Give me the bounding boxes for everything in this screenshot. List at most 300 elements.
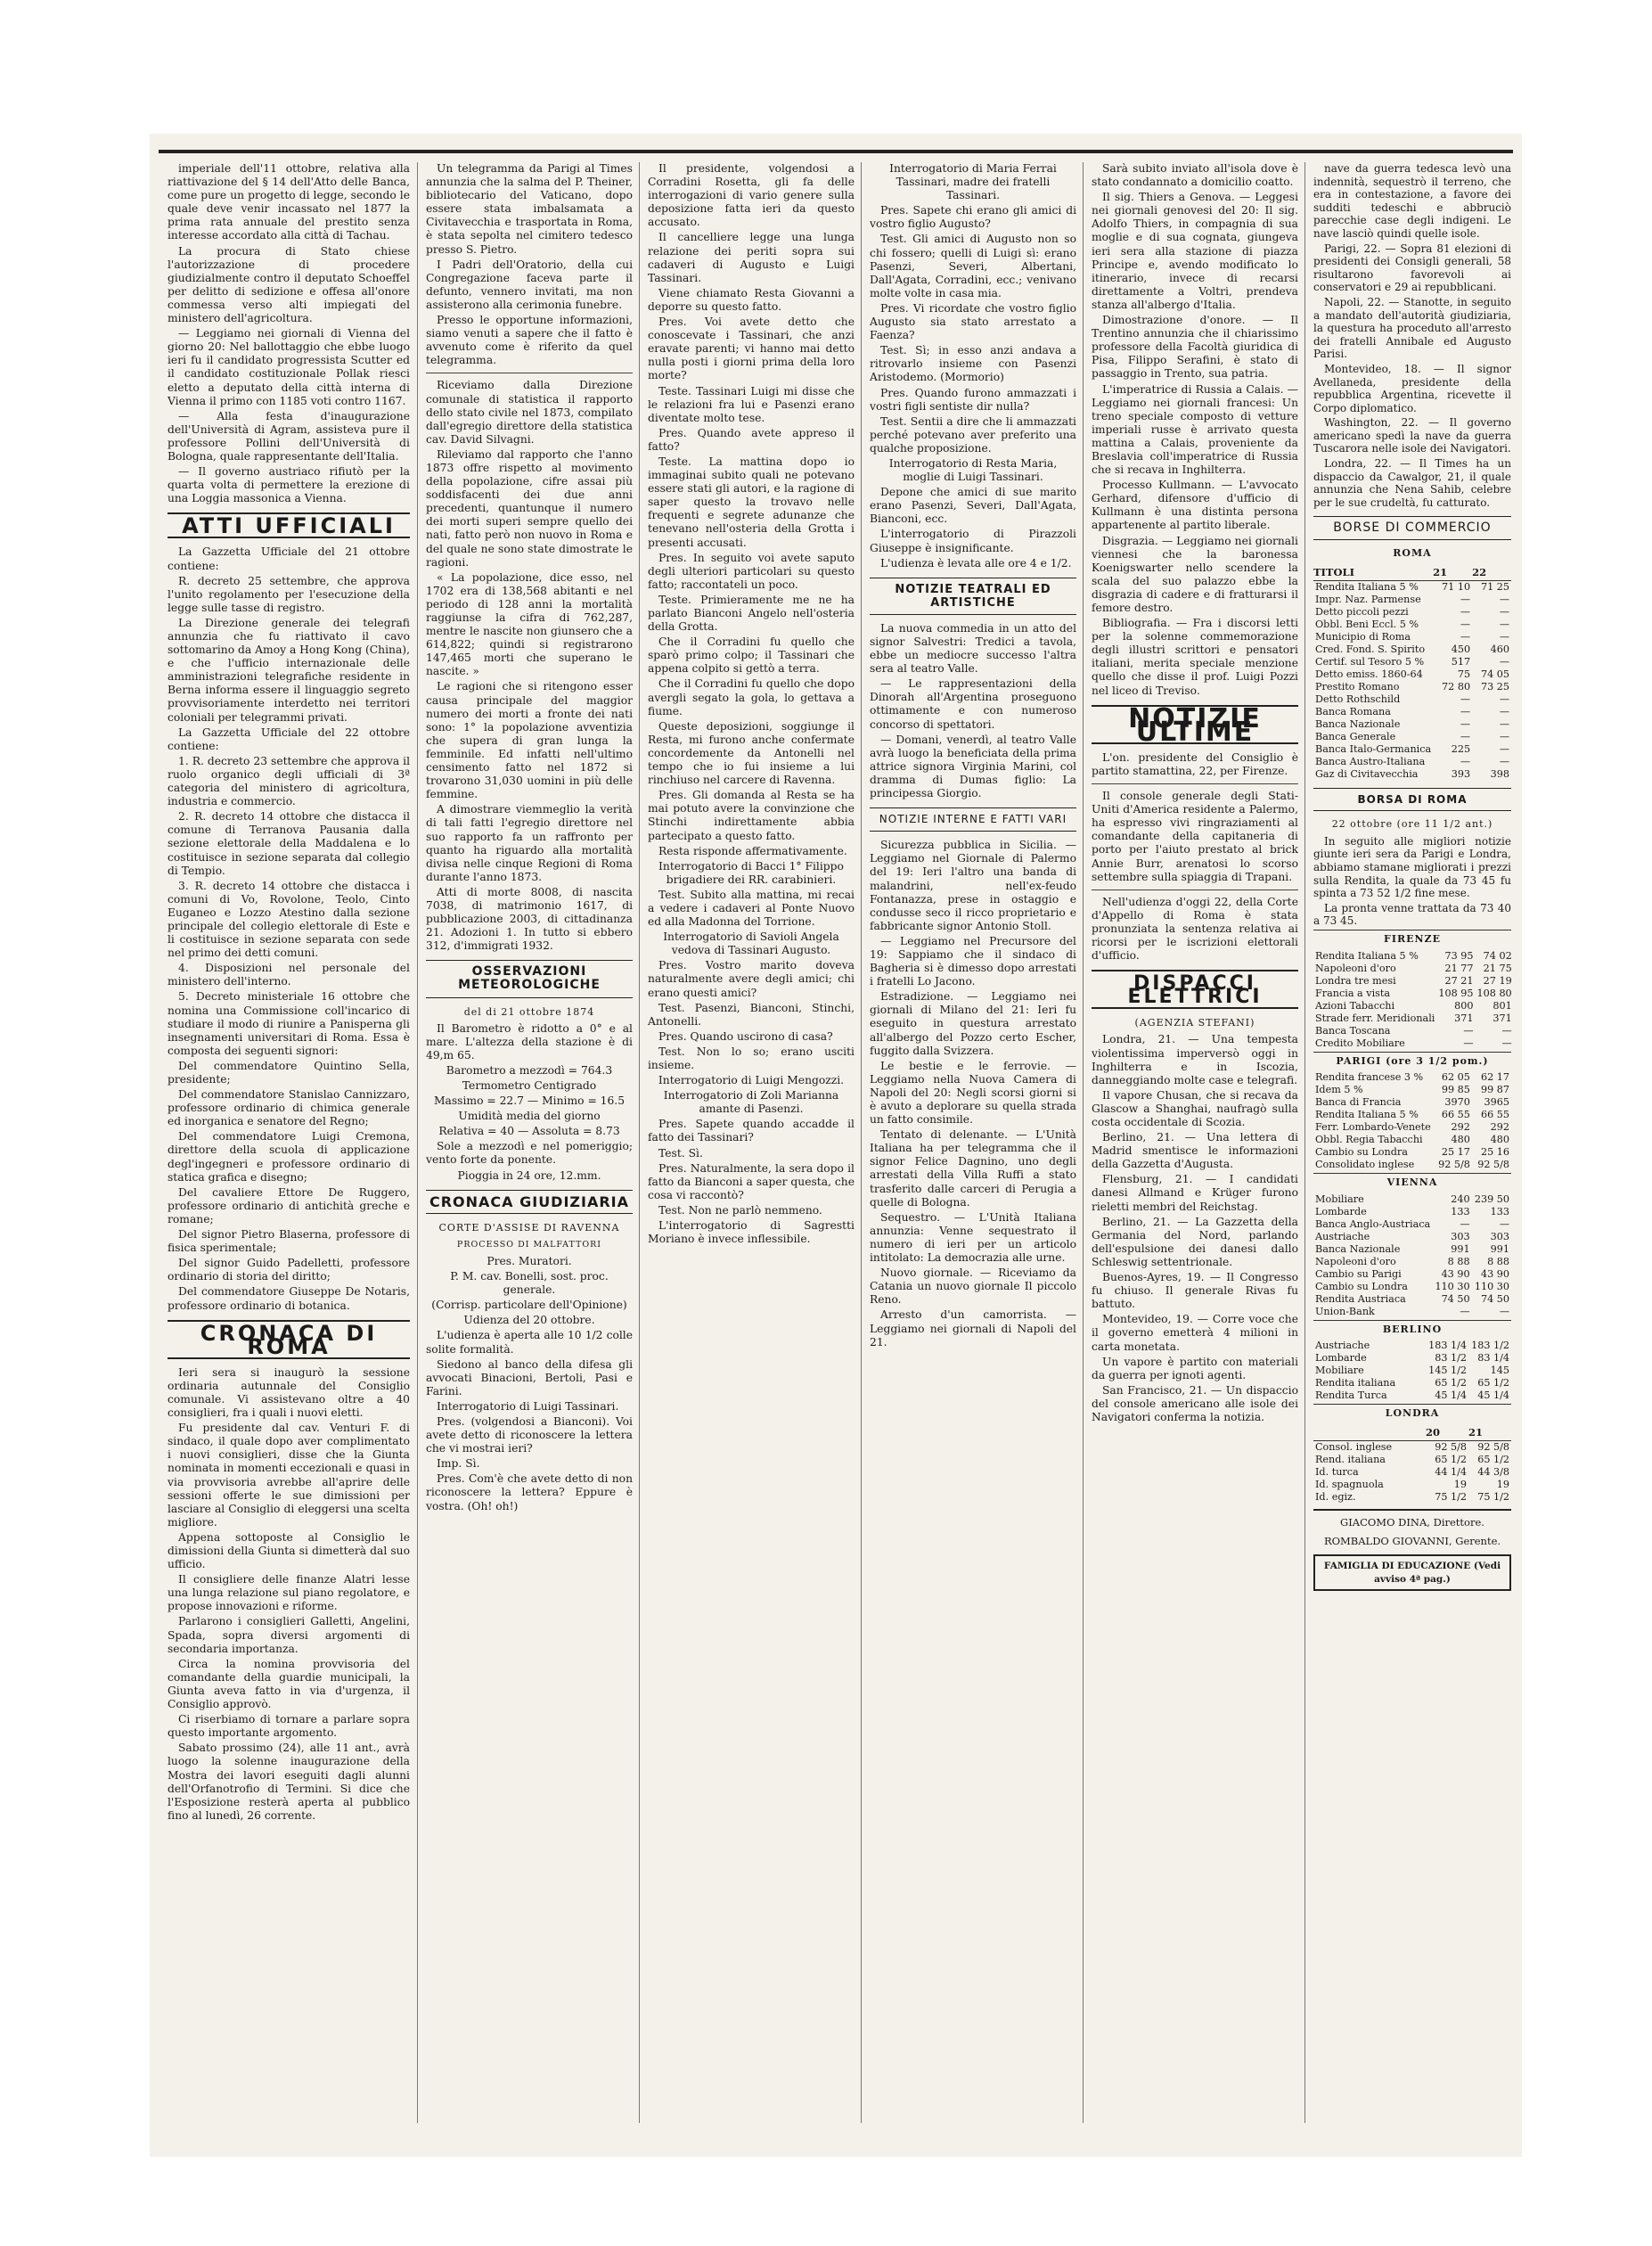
price-cell: 92 5/8	[1435, 1440, 1467, 1453]
price-cell: 991	[1451, 1242, 1470, 1255]
table-header: 22	[1472, 564, 1511, 581]
paragraph: Pres. Quando avete appreso il fatto?	[648, 426, 855, 453]
security-name: Detto piccoli pezzi	[1315, 605, 1409, 618]
price-cell: 145 1/2	[1428, 1365, 1467, 1377]
paragraph: Parlarono i consiglieri Galletti, Angelini, Spada, sopra diversi argomenti di secondaria importanza.	[168, 1615, 410, 1655]
paragraph: Pres. Quando furono ammazzati i vostri figli sentiste dir nulla?	[870, 386, 1076, 413]
paragraph: Teste. La mattina dopo io immaginai subito quali ne potevano essere stati gli autori, e la ragione di saper questo la trovavo nelle frequenti e segrete adunanze che tenevano nell'osteria della Grotta i presenti accusati.	[648, 455, 855, 549]
firenze-table	[1313, 950, 1514, 1050]
security-name: Detto emiss. 1860-64	[1315, 668, 1423, 680]
paragraph: — Leggiamo nei giornali di Vienna del giorno 20: Nel ballottaggio che ebbe luogo ieri fu il candidato progressista Scutter ed il candidato costituzionale Pollak riesci eletto a deputato della città interna di Vienna il primo con 1185 voti contro 1167.	[168, 327, 410, 407]
paragraph: — Domani, venerdì, al teatro Valle avrà luogo la beneficiata della prima attrice signora Virginia Marini, col dramma di Dumas figlio: La principessa Giorgio.	[870, 733, 1076, 800]
table-header: 21	[1468, 1424, 1511, 1441]
price-cell: 8 88	[1447, 1255, 1470, 1267]
vienna-label: VIENNA	[1313, 1173, 1511, 1190]
price-cell: 108 80	[1476, 987, 1512, 999]
paragraph: Estradizione. — Leggiamo nei giornali di Milano del 21: Ieri fu eseguito in questura arrestato all'albergo del Pozzo certo Escher, fuggito dalla Svizzera.	[870, 990, 1076, 1057]
roma-table	[1313, 564, 1511, 781]
paragraph: Pres. (volgendosi a Bianconi). Voi avete detto di riconoscere la lettera che vi mostrai ieri?	[426, 1414, 633, 1455]
security-name: Rendita Turca	[1315, 1389, 1387, 1402]
paragraph: Pres. Sapete chi erano gli amici di vostro figlio Augusto?	[870, 204, 1076, 231]
security-name: Union-Bank	[1315, 1305, 1375, 1317]
security-name: Certif. sul Tesoro 5 %	[1315, 655, 1425, 668]
price-cell: —	[1499, 1217, 1509, 1230]
paragraph: Che il Corradini fu quello che sparò primo colpo; il Tassinari che appena colpito si gettò a terra.	[648, 635, 855, 676]
table-row	[1313, 1012, 1514, 1025]
humidity-reading: Relativa = 40 — Assoluta = 8.73	[438, 1125, 620, 1138]
table-header: TITOLI	[1313, 564, 1433, 581]
price-cell: 371	[1493, 1012, 1512, 1024]
cronaca-section	[168, 1366, 410, 1823]
price-cell: —	[1499, 742, 1509, 755]
notizie-interne-heading: NOTIZIE INTERNE E FATTI VARI	[870, 807, 1076, 832]
rainfall-reading: Pioggia in 24 ore, 12.mm.	[457, 1168, 601, 1182]
price-cell: 517	[1451, 655, 1471, 668]
table-row	[1313, 1096, 1511, 1109]
table-row	[1313, 631, 1511, 643]
borsa-roma-heading: BORSA DI ROMA	[1313, 788, 1511, 812]
price-cell: —	[1460, 1305, 1470, 1317]
paragraph: Pres. Muratori.	[487, 1254, 572, 1267]
price-cell: 371	[1454, 1012, 1474, 1024]
price-cell: —	[1463, 1024, 1474, 1037]
table-row	[1313, 656, 1511, 668]
paragraph: Del commendatore Quintino Sella, presidente;	[168, 1059, 410, 1086]
barometer-reading: Barometro a mezzodì = 764.3	[446, 1063, 613, 1077]
paragraph: Interrogatorio di Luigi Tassinari.	[437, 1399, 619, 1413]
price-cell: 62 17	[1480, 1071, 1509, 1084]
paragraph: L'interrogatorio di Pirazzoli Giuseppe è insignificante.	[870, 528, 1076, 554]
londra-label: LONDRA	[1313, 1404, 1511, 1421]
paragraph: Montevideo, 18. — Il signor Avellaneda, presidente della repubblica Argentina, ricevette il Corpo diplomatico.	[1313, 362, 1511, 414]
paragraph: La nuova commedia in un atto del signor Salvestri: Tredici a tavola, ebbe un mediocre successo l'altra sera al teatro Valle.	[870, 621, 1076, 676]
price-cell: 71 10	[1442, 580, 1471, 593]
security-name: Consolidato inglese	[1315, 1159, 1415, 1171]
paragraph: Viene chiamato Resta Giovanni a deporre su questo fatto.	[648, 286, 855, 313]
thermometer-label: Termometro Centigrado	[462, 1079, 597, 1092]
meteo-subheading: del di 21 ottobre 1874	[463, 1005, 595, 1018]
table-header-row	[1313, 1424, 1511, 1441]
table-header: 21	[1433, 564, 1472, 581]
column-divider	[639, 162, 640, 2123]
table-row	[1313, 718, 1511, 731]
price-cell: 74 50	[1480, 1292, 1509, 1305]
price-cell: 43 90	[1480, 1267, 1509, 1280]
price-cell: 21 77	[1444, 962, 1474, 974]
security-name: Cred. Fond. S. Spirito	[1315, 643, 1426, 655]
price-cell: —	[1460, 1217, 1470, 1230]
dispacci-subheading: (AGENZIA STEFANI)	[1134, 1017, 1255, 1029]
table-row	[1313, 681, 1511, 693]
paragraph: L'udienza è levata alle ore 4 e 1/2.	[880, 556, 1072, 570]
paragraph: La Gazzetta Ufficiale del 21 ottobre contiene:	[168, 545, 410, 572]
paragraph: nave da guerra tedesca levò una indennità, sequestrò il terreno, che era in contestazione, a favore dei sudditi tedeschi e abbruciò parecchie case degli indigeni. Le nave lasciò quindi quelle isole.	[1313, 162, 1511, 240]
security-name: Austriache	[1315, 1230, 1370, 1242]
paragraph: La Gazzetta Ufficiale del 22 ottobre contiene:	[168, 725, 410, 752]
top-rule	[159, 150, 1513, 153]
price-cell: 303	[1490, 1230, 1509, 1242]
paragraph: La Direzione generale dei telegrafi annunzia che fu riattivato il cavo sottomarino da Amoy a Hong Kong (China), e che l'ufficio internazionale delle amministrazioni telegrafiche residente in Berna informa essere il linguaggio segreto provvisoriamente interdetto nei territori coloniali per telegrammi privati.	[168, 616, 410, 724]
table-row	[1313, 975, 1514, 988]
price-cell: 66 55	[1441, 1109, 1470, 1121]
table-row	[1313, 731, 1511, 743]
paragraph: In seguito alle migliori notizie giunte ieri sera da Parigi e Londra, abbiamo stamane migliorati i prezzi sulla Rendita, la quale da 73 45 fu spinta a 73 52 1/2 fine mese.	[1313, 834, 1511, 900]
paragraph: Ieri sera si inaugurò la sessione ordinaria autunnale del Consiglio comunale. Vi assistevano oltre a 40 consiglieri, fra i quali i nuovi eletti.	[168, 1365, 410, 1420]
paragraph: Test. Sì.	[658, 1146, 703, 1160]
security-name: Cambio su Parigi	[1315, 1267, 1402, 1280]
price-cell: 74 02	[1483, 949, 1512, 962]
paragraph: Disgrazia. — Leggiamo nei giornali viennesi che la baronessa Koenigswarter nello scendere la scala del suo palazzo ebbe la disgrazia di cadere e di fratturarsi il femore destro.	[1092, 534, 1298, 614]
table-row	[1313, 1071, 1511, 1084]
paragraph: Pres. Naturalmente, la sera dopo il fatto da Bianconi a saper questa, che cosa vi raccontò?	[648, 1161, 855, 1201]
paragraph: Sarà subito inviato all'isola dove è stato condannato a domicilio coatto.	[1092, 162, 1298, 189]
paragraph: Pres. Vi ricordate che vostro figlio Augusto sia stato arrestato a Faenza?	[870, 301, 1076, 342]
price-cell: 145	[1490, 1365, 1509, 1377]
price-cell: 110 30	[1474, 1280, 1509, 1292]
paragraph: Berlino, 21. — Una lettera di Madrid smentisce le informazioni della Gazzetta d'Augusta.	[1092, 1131, 1298, 1171]
paragraph: Test. Subito alla mattina, mi recai a vedere i cadaveri al Ponte Nuovo ed alla Madonna del Torrione.	[648, 888, 855, 929]
security-name: Rendita Italiana 5 %	[1315, 949, 1419, 962]
atti-ufficiali-heading: ATTI UFFICIALI	[168, 512, 410, 538]
price-cell: —	[1463, 1037, 1474, 1049]
price-cell: 99 85	[1441, 1084, 1470, 1096]
price-cell: 65 1/2	[1435, 1377, 1467, 1389]
paragraph: Pres. Com'è che avete detto di non riconoscere la lettera? Eppure è vostra. (Oh! oh!)	[426, 1472, 633, 1512]
paragraph: Il Barometro è ridotto a 0° e al mare. L'altezza della stazione è di 49,m 65.	[426, 1021, 633, 1062]
security-name: Impr. Naz. Parmense	[1315, 593, 1421, 605]
security-name: Obbl. Regia Tabacchi	[1315, 1134, 1423, 1146]
giudiziaria-heading: CRONACA GIUDIZIARIA	[426, 1190, 633, 1214]
paragraph: Pres. Vostro marito doveva naturalmente avere degli amici; chi erano questi amici?	[648, 959, 855, 999]
paragraph: Interrogatorio di Bacci 1° Filippo brigadiere dei RR. carabinieri.	[658, 859, 844, 886]
security-name: Prestito Romano	[1315, 680, 1400, 693]
table-row	[1313, 1466, 1511, 1479]
price-cell: 21 75	[1483, 962, 1512, 974]
paragraph: Fu presidente dal cav. Venturi F. di sindaco, il quale dopo aver complimentato i nuovi consiglieri, disse che la Giunta nominata in momenti eccezionali e quasi in via provvisoria avrebbe all'aprire delle sessioni offerte le sue dimissioni per lasciare al Consiglio di eleggersi una scelta migliore.	[168, 1422, 410, 1529]
price-cell: —	[1499, 618, 1509, 630]
paragraph: Il vapore Chusan, che si recava da Glascow a Shanghai, naufragò sulla costa occidentale di Scozia.	[1092, 1088, 1298, 1128]
price-cell: 43 90	[1441, 1267, 1470, 1280]
table-row	[1313, 1281, 1511, 1293]
table-row	[1313, 1146, 1511, 1159]
security-name: Banca Austro-Italiana	[1315, 755, 1426, 767]
table-row	[1313, 1218, 1511, 1231]
security-name: Mobiliare	[1315, 1365, 1364, 1377]
security-name: Londra tre mesi	[1315, 974, 1396, 987]
table-row	[1313, 1037, 1514, 1050]
table-row	[1313, 619, 1511, 631]
price-cell: 44 3/8	[1477, 1465, 1509, 1478]
paragraph: Ci riserbiamo di tornare a parlare sopra questo importante argomento.	[168, 1713, 410, 1740]
security-name: Rend. italiana	[1315, 1453, 1386, 1465]
paragraph: — Alla festa d'inaugurazione dell'Università di Agram, assisteva pure il professore Pollini dell'Università di Bologna, quale rappresentante dell'Italia.	[168, 409, 410, 463]
paragraph: Del commendatore Luigi Cremona, direttore della scuola di applicazione degl'ingegneri e professore ordinario di statica grafica e disegno;	[168, 1130, 410, 1184]
paragraph: Queste deposizioni, soggiunge il Resta, mi furono anche confermate concordemente da Antonelli nel tempo che io fui insieme a lui rinchiuso nel carcere di Ravenna.	[648, 719, 855, 787]
paragraph: Washington, 22. — Il governo americano spedì la nave da guerra Tuscarora nelle isole dei Navigatori.	[1313, 416, 1511, 455]
price-cell: 393	[1451, 767, 1471, 780]
paragraph: Il console generale degli Stati-Uniti d'America residente a Palermo, ha espresso vivi ringraziamenti al comandante della capitaneria di porto per l'aiuto prestato al brick Annie Burr, arenatosi lo scorso settembre sulla spiaggia di Trapani.	[1092, 790, 1298, 883]
price-cell: 3965	[1484, 1096, 1509, 1109]
berlino-table	[1313, 1340, 1511, 1402]
divider	[1092, 889, 1298, 890]
paragraph: Interrogatorio di Savioli Angela vedova di Tassinari Augusto.	[663, 930, 839, 957]
paragraph: L'on. presidente del Consiglio è partito stamattina, 22, per Firenze.	[1092, 750, 1298, 777]
paragraph: Interrogatorio di Zoli Marianna amante di Pasenzi.	[663, 1089, 839, 1116]
price-cell: 62 05	[1441, 1071, 1470, 1084]
paragraph: (Corrisp. particolare dell'Opinione)	[431, 1299, 627, 1312]
paragraph: Tentato di delenante. — L'Unità Italiana ha per telegramma che il signor Felice Dagnino, uno degli arrestati della Villa Ruffi a stato trasferito dalle carceri di Perugia a quelle di Bologna.	[870, 1128, 1076, 1209]
price-cell: 240	[1451, 1193, 1470, 1205]
paragraph: Interrogatorio di Maria Ferrai Tassinari, madre dei fratelli Tassinari.	[889, 162, 1057, 202]
paragraph: La pronta venne trattata da 73 40 a 73 45.	[1313, 901, 1511, 928]
security-name: Francia a vista	[1315, 987, 1391, 999]
paragraph: Interrogatorio di Resta Maria, moglie di Luigi Tassinari.	[888, 456, 1058, 484]
price-cell: 8 88	[1487, 1255, 1509, 1267]
giudiziaria-subheading-2: PROCESSO DI MALFATTORI	[456, 1239, 602, 1250]
price-cell: 133	[1490, 1205, 1509, 1217]
table-row	[1313, 1268, 1511, 1281]
security-name: Ferr. Lombardo-Venete	[1315, 1121, 1431, 1134]
paragraph: Del signor Pietro Blaserna, professore di fisica sperimentale;	[168, 1228, 410, 1255]
security-name: Napoleoni d'oro	[1315, 1255, 1396, 1267]
price-cell: 92 5/8	[1477, 1440, 1509, 1453]
security-name: Detto Rothschild	[1315, 693, 1401, 705]
paragraph: Londra, 21. — Una tempesta violentissima imperversò oggi in Inghilterra e in Iscozia, danneggiando molte case e telegrafi.	[1092, 1033, 1298, 1086]
price-cell: —	[1460, 618, 1471, 630]
paragraph: R. decreto 25 settembre, che approva l'unito regolamento per l'esecuzione della legge sulle tasse di registro.	[168, 574, 410, 614]
paragraph: Le bestie e le ferrovie. — Leggiamo nella Nuova Camera di Napoli del 20: Negli scorsi giorni si è avuto a deplorare su quella strada un fatto consimile.	[870, 1059, 1076, 1127]
price-cell: —	[1499, 1305, 1509, 1317]
column-divider	[1083, 162, 1084, 2123]
price-cell: —	[1499, 693, 1509, 705]
table-row	[1313, 1377, 1511, 1389]
price-cell: 133	[1451, 1205, 1470, 1217]
paragraph: Imp. Sì.	[437, 1457, 480, 1471]
table-row	[1313, 668, 1511, 681]
firenze-label: FIRENZE	[1313, 930, 1511, 947]
column-divider	[417, 162, 418, 2123]
price-cell: 71 25	[1480, 580, 1509, 593]
paragraph: Depone che amici di sue marito erano Pasenzi, Severi, Dall'Agata, Bianconi, ecc.	[870, 486, 1076, 526]
price-cell: 183 1/2	[1471, 1340, 1509, 1352]
price-cell: —	[1499, 717, 1509, 730]
table-row	[1313, 693, 1511, 706]
humidity-label: Umidità media del giorno	[458, 1110, 601, 1123]
paragraph: Teste. Tassinari Luigi mi disse che le relazioni fra lui e Pasenzi erano diventate molto tese.	[648, 384, 855, 424]
price-cell: 25 16	[1480, 1146, 1509, 1159]
price-cell: —	[1499, 705, 1509, 717]
table-row	[1313, 1193, 1511, 1206]
table-row	[1313, 1084, 1511, 1096]
londra-table	[1313, 1424, 1511, 1504]
giudiziaria-subheading: CORTE D'ASSISE DI RAVENNA	[438, 1221, 620, 1234]
security-name: Azioni Tabacchi	[1315, 999, 1395, 1012]
security-name: Id. spagnuola	[1315, 1478, 1384, 1490]
table-row	[1313, 743, 1511, 756]
price-cell: —	[1460, 755, 1471, 767]
price-cell: 800	[1454, 999, 1474, 1012]
price-cell: 73 25	[1480, 680, 1509, 693]
paragraph: L'udienza è aperta alle 10 1/2 colle solite formalità.	[426, 1329, 633, 1356]
price-cell: 292	[1451, 1121, 1470, 1134]
price-cell: 991	[1490, 1242, 1509, 1255]
security-name: Rendita Austriaca	[1315, 1292, 1406, 1305]
price-cell: —	[1460, 693, 1471, 705]
security-name: Municipio di Roma	[1315, 630, 1411, 643]
price-cell: 27 19	[1483, 974, 1512, 987]
paragraph: Riceviamo dalla Direzione comunale di statistica il rapporto dello stato civile nel 1873, compilato dall'egregio direttore della statistica cav. David Silvagni.	[426, 379, 633, 446]
footer-notice-box: FAMIGLIA DI EDUCAZIONE (Vedi avviso 4ª pag.)	[1313, 1554, 1511, 1591]
vienna-table	[1313, 1193, 1511, 1318]
atti-section	[168, 545, 410, 1312]
paragraph: Del signor Guido Padelletti, professore ordinario di storia del diritto;	[168, 1257, 410, 1283]
price-cell: 801	[1493, 999, 1512, 1012]
price-cell: 83 1/2	[1435, 1352, 1467, 1365]
price-cell: —	[1460, 730, 1471, 742]
paragraph: Nuovo giornale. — Riceviamo da Catania un nuovo giornale Il piccolo Reno.	[870, 1266, 1076, 1307]
price-cell: 450	[1451, 643, 1471, 655]
table-header	[1313, 1424, 1426, 1441]
security-name: Banca Anglo-Austriaca	[1315, 1217, 1431, 1230]
meteo-heading: OSSERVAZIONI METEOROLOGICHE	[426, 960, 633, 997]
paragraph: « La popolazione, dice esso, nel 1702 era di 138,568 abitanti e nel periodo di 128 anni la mortalità raggiunse la cifra di 762,287, mentre le nascite non giunsero che a 614,822; quindi si registrarono 147,465 morti che superano le nascite. »	[426, 570, 633, 678]
price-cell: —	[1460, 705, 1471, 717]
security-name: Cambio su Londra	[1315, 1146, 1408, 1159]
security-name: Banca Nazionale	[1315, 1242, 1401, 1255]
paragraph: Udienza del 20 ottobre.	[463, 1314, 595, 1327]
divider	[1313, 1509, 1511, 1511]
paragraph: Presso le opportune informazioni, siamo venuti a sapere che il fatto è avvenuto come è riferito da quel telegramma.	[426, 314, 633, 367]
price-cell: —	[1499, 755, 1509, 767]
security-name: Gaz di Civitavecchia	[1315, 767, 1419, 780]
paragraph: Il consigliere delle finanze Alatri lesse una lunga relazione sul piano regolatore, e propose innovazioni e riforme.	[168, 1573, 410, 1613]
price-cell: 225	[1451, 742, 1471, 755]
column-2	[426, 162, 633, 1515]
table-row	[1313, 1293, 1511, 1306]
price-cell: —	[1460, 630, 1471, 643]
paragraph: — Le rappresentazioni della Dinorah all'Argentina proseguono ottimamente e con numeroso concorso di spettatori.	[870, 677, 1076, 731]
paragraph: Che il Corradini fu quello che dopo avergli segato la gola, lo gettava a fiume.	[648, 677, 855, 717]
paragraph: Montevideo, 19. — Corre voce che il governo emetterà 4 milioni in carta monetata.	[1092, 1313, 1298, 1353]
paragraph: L'imperatrice di Russia a Calais. — Leggiamo nei giornali francesi: Un treno speciale composto di vetture imperiali russe è arrivato questa mattina a Calais, proveniente da Breslavia coll'imperatrice di Russia che si recava in Inghilterra.	[1092, 382, 1298, 477]
paragraph: I Padri dell'Oratorio, della cui Congregazione faceva parte il defunto, vennero invitati, ma non assisterono alla cerimonia funebre.	[426, 258, 633, 311]
table-row	[1313, 963, 1514, 975]
paragraph: 2. R. decreto 14 ottobre che distacca il comune di Terranova Pausania dalla sezione elettorale della Maddalena e lo costituisce in sezione separata dal collegio di Tempio.	[168, 810, 410, 877]
paragraph: San Francisco, 21. — Un dispaccio del console americano alle isole dei Navigatori conferma la notizia.	[1092, 1383, 1298, 1423]
paragraph: Il sig. Thiers a Genova. — Leggesi nei giornali genovesi del 20: Il sig. Adolfo Thiers, in compagnia di sua moglie e di sua cognata, giungeva ieri sera alla stazione di piazza Principe e, avendo modificato lo itinerario, invece di recarsi direttamente a Voltri, prendeva stanza all'albergo d'Italia.	[1092, 191, 1298, 311]
price-cell: 303	[1451, 1230, 1470, 1242]
column-6	[1313, 162, 1511, 1591]
security-name: Banca Generale	[1315, 730, 1396, 742]
paragraph: Buenos-Ayres, 19. — Il Congresso fu chiuso. Il generale Rivas fu battuto.	[1092, 1271, 1298, 1311]
price-cell: 239 50	[1474, 1193, 1509, 1205]
price-cell: 19	[1453, 1478, 1467, 1490]
price-cell: 480	[1451, 1134, 1470, 1146]
column-divider	[861, 162, 862, 2123]
price-cell: —	[1460, 605, 1471, 618]
borse-heading: BORSE DI COMMERCIO	[1313, 516, 1511, 540]
security-name: Consol. inglese	[1315, 1440, 1393, 1453]
price-cell: 83 1/4	[1477, 1352, 1509, 1365]
price-cell: 44 1/4	[1435, 1465, 1467, 1478]
paragraph: Processo Kullmann. — L'avvocato Gerhard, difensore d'ufficio di Kullmann è una distinta persona appartenente al partito liberale.	[1092, 479, 1298, 532]
paragraph: Test. Non ne parlò nemmeno.	[658, 1203, 822, 1217]
paragraph: Napoli, 22. — Stanotte, in seguito a mandato dell'autorità giudiziaria, la questura ha proceduto all'arresto dei fratelli Annibale ed Augusto Parisi.	[1313, 295, 1511, 361]
price-cell: —	[1501, 1024, 1512, 1037]
price-cell: 398	[1490, 767, 1509, 780]
security-name: Idem 5 %	[1315, 1084, 1363, 1096]
table-row	[1313, 1352, 1511, 1365]
notizie-ultime-heading: NOTIZIE ULTIME	[1092, 705, 1298, 744]
paragraph: Dimostrazione d'onore. — Il Trentino annunzia che il chiarissimo professore della Facoltà giuridica di Pisa, Filippo Serafini, è stato di passaggio in Trento, sua patria.	[1092, 314, 1298, 381]
table-row	[1313, 1256, 1511, 1268]
paragraph: Circa la nomina provvisoria del comandante della guardie municipali, la Giunta aveva fatto in via d'urgenza, il Consiglio approvò.	[168, 1657, 410, 1711]
price-cell: 460	[1490, 643, 1509, 655]
price-cell: —	[1499, 630, 1509, 643]
security-name: Banca Nazionale	[1315, 717, 1401, 730]
price-cell: —	[1499, 730, 1509, 742]
paragraph: Sabato prossimo (24), alle 11 ant., avrà luogo la solenne inaugurazione della Mostra dei lavori eseguiti dagli alunni dell'Orfanotrofio di Termini. Si dice che l'Esposizione resterà aperta al pubblico fino al lunedì, 26 corrente.	[168, 1742, 410, 1822]
price-cell: 65 1/2	[1477, 1453, 1509, 1465]
table-row	[1313, 1491, 1511, 1504]
paragraph: imperiale dell'11 ottobre, relativa alla riattivazione del § 14 dell'Atto delle Banca, come pure un progetto di legge, secondo le quale deve venir incassato nel 1877 la prima rata annuale del prestito senza interesse accordato alla città di Tachau.	[168, 162, 410, 242]
paragraph: Le ragioni che si ritengono esser causa principale del maggior numero dei morti a fronte dei nati sono: 1° la popolazione avventizia che supera di gran lunga la femminile. Ed infatti nell'ultimo censimento fatto nel 1872 si trovarono 31,030 uomini in più delle femmine.	[426, 680, 633, 801]
gerente-signature: ROMBALDO GIOVANNI, Gerente.	[1323, 1534, 1501, 1547]
roma-label: ROMA	[1393, 547, 1432, 560]
paragraph: Atti di morte 8008, di nascita 7038, di matrimonio 1617, di pubblicazione 2003, di cittadinanza 21. Adozioni 1. In tutto si ebbero 312, d'immigrati 1932.	[426, 885, 633, 953]
paragraph: Test. Pasenzi, Bianconi, Stinchi, Antonelli.	[648, 1001, 855, 1028]
paragraph: 1. R. decreto 23 settembre che approva il ruolo organico degli ufficiali di 3ª categoria del ministero di agricoltura, industria e commercio.	[168, 754, 410, 808]
security-name: Austriache	[1315, 1340, 1370, 1352]
parigi-label: PARIGI (ore 3 1/2 pom.)	[1313, 1052, 1511, 1069]
paragraph: Londra, 22. — Il Times ha un dispaccio da Cawalgor, 21, il quale annunzia che Nena Sahib, celebre per le sue crudeltà, fu catturato.	[1313, 457, 1511, 509]
price-cell: —	[1460, 717, 1471, 730]
price-cell: 74 50	[1441, 1292, 1470, 1305]
borsa-roma-subheading: 22 ottobre (ore 11 1/2 ant.)	[1331, 818, 1493, 831]
notizie-teatrali-heading: NOTIZIE TEATRALI ED ARTISTICHE	[870, 578, 1076, 615]
berlino-label: BERLINO	[1313, 1320, 1511, 1337]
table-row	[1313, 1440, 1511, 1454]
table-row	[1313, 643, 1511, 656]
cronaca-di-roma-heading: CRONACA DI ROMA	[168, 1320, 410, 1359]
price-cell: 75 1/2	[1435, 1490, 1467, 1503]
price-cell: —	[1499, 605, 1509, 618]
paragraph: Test. Non lo so; erano usciti insieme.	[648, 1045, 855, 1071]
paragraph: La procura di Stato chiese l'autorizzazione di procedere giudizialmente contro il deputato Schoeffel per delitto di sedizione e offesa all'onore commessa verso alti impiegati del ministero dell'agricoltura.	[168, 244, 410, 325]
dispacci-heading: DISPACCI ELETTRICI	[1092, 970, 1298, 1009]
column-1	[168, 162, 410, 1824]
paragraph: — Leggiamo nel Precursore del 19: Sappiamo che il sindaco di Bagheria si è dimesso dopo arrestati i fratelli Lo Jacono.	[870, 934, 1076, 988]
paragraph: Parigi, 22. — Sopra 81 elezioni di presidenti dei Consigli generali, 58 risultarono favorevoli ai conservatori e 29 ai repubblicani.	[1313, 242, 1511, 294]
paragraph: Del commendatore Stanislao Cannizzaro, professore ordinario di chimica generale ed inorganica e senatore del Regno;	[168, 1088, 410, 1128]
paragraph: Arresto d'un camorrista. — Leggiamo nei giornali di Napoli del 21.	[870, 1308, 1076, 1348]
price-cell: 110 30	[1435, 1280, 1470, 1292]
price-cell: 92 5/8	[1477, 1159, 1509, 1171]
paragraph: — Il governo austriaco rifiutò per la quarta volta di permettere la erezione di una Loggia massonica a Vienna.	[168, 465, 410, 505]
paragraph: Un vapore è partito con materiali da guerra per ignoti agenti.	[1092, 1355, 1298, 1381]
security-name: Id. turca	[1315, 1465, 1359, 1478]
table-row	[1313, 1206, 1511, 1218]
price-cell: 73 95	[1444, 949, 1474, 962]
column-divider	[1304, 162, 1305, 2123]
paragraph: Siedono al banco della difesa gli avvocati Binacioni, Bertoli, Pasi e Farini.	[426, 1357, 633, 1398]
paragraph: Sequestro. — L'Unità Italiana annunzia: Venne sequestrato il numero di ieri per un articolo intitolato: La democrazia alle urne.	[870, 1210, 1076, 1265]
security-name: Rendita Italiana 5 %	[1315, 580, 1419, 593]
paragraph: Pres. Sapete quando accadde il fatto dei Tassinari?	[648, 1118, 855, 1144]
table-row	[1313, 1389, 1511, 1402]
parigi-table	[1313, 1071, 1511, 1171]
security-name: Cambio su Londra	[1315, 1280, 1408, 1292]
